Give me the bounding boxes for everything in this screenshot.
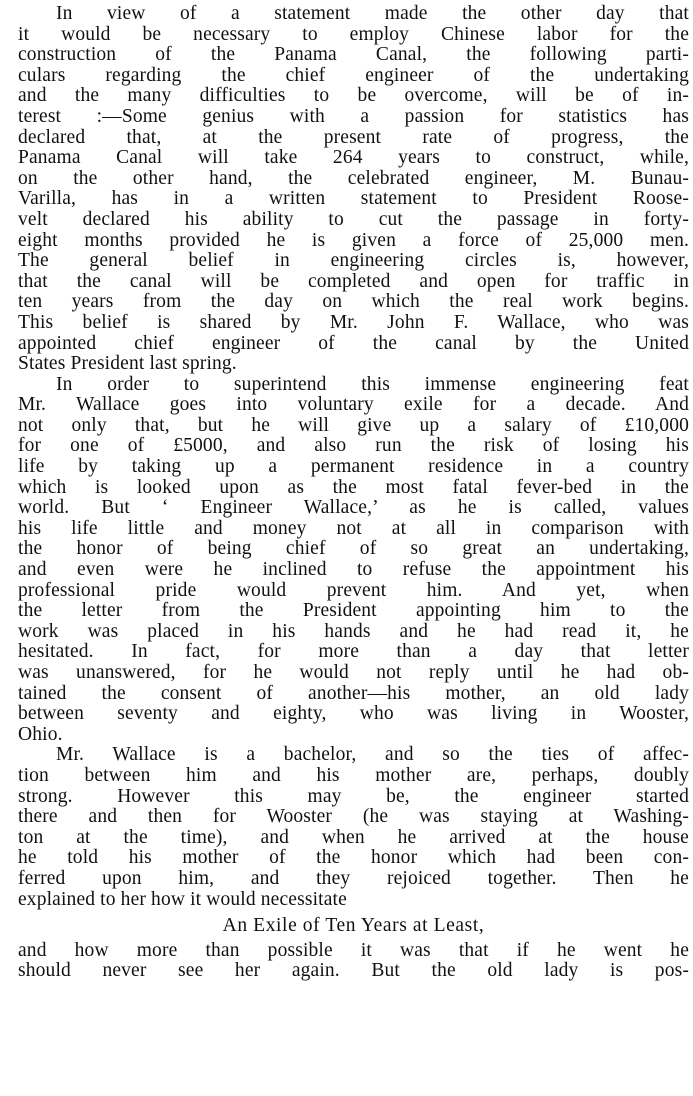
text-line: world. But ‘ Engineer Wallace,’ as he is called, values xyxy=(18,498,689,519)
text-line: eight months provided he is given a force of 25,000 men. xyxy=(18,230,689,251)
text-line: there and then for Wooster (he was staying at Washing- xyxy=(18,807,689,828)
text-line: was unanswered, for he would not reply until he had ob- xyxy=(18,663,689,683)
text-line: tained the consent of another—his mother, an old lady xyxy=(18,683,689,704)
text-line: life by taking up a permanent residence in a country xyxy=(18,457,689,478)
text-line: should never see her again. But the old lady is pos- xyxy=(18,961,689,982)
text-line: work was placed in his hands and he had read it, he xyxy=(18,621,689,642)
text-line: velt declared his ability to cut the passage in forty- xyxy=(18,209,689,230)
section-subheading: An Exile of Ten Years at Least, xyxy=(222,916,485,937)
text-line: not only that, but he will give up a salary of £10,000 xyxy=(18,415,689,436)
text-line: for one of £5000, and also run the risk of losing his xyxy=(18,436,689,457)
paragraph-1 xyxy=(18,4,689,375)
text-line: ferred upon him, and they rejoiced together. Then he xyxy=(18,868,689,889)
text-line: In view of a statement made the other day that xyxy=(56,4,689,24)
text-line: construction of the Panama Canal, the following parti- xyxy=(18,45,689,66)
text-line: Mr. Wallace is a bachelor, and so the ties of affec- xyxy=(56,745,689,766)
text-line: The general belief in engineering circles is, however, xyxy=(18,251,689,272)
text-line: his life little and money not at all in comparison with xyxy=(18,518,689,539)
text-line: States President last spring. xyxy=(18,354,237,375)
text-line: the honor of being chief of so great an undertaking, xyxy=(18,539,689,560)
text-line: he told his mother of the honor which had been con- xyxy=(18,848,689,869)
text-line: and even were he inclined to refuse the appointment his xyxy=(18,560,689,581)
paragraph-3 xyxy=(18,745,689,910)
text-line: Varilla, has in a written statement to President Roose- xyxy=(18,189,689,210)
text-line: culars regarding the chief engineer of the undertaking xyxy=(18,65,689,86)
text-line: it would be necessary to employ Chinese labor for the xyxy=(18,24,689,45)
text-line: In order to superintend this immense engineering feat xyxy=(56,374,689,395)
text-line: tion between him and his mother are, perhaps, doubly xyxy=(18,765,689,786)
text-line: ton at the time), and when he arrived at the house xyxy=(18,827,689,848)
text-line: Ohio. xyxy=(18,724,63,745)
paragraph-4 xyxy=(18,941,689,982)
text-line: Mr. Wallace goes into voluntary exile for a decade. And xyxy=(18,395,689,416)
text-line: which is looked upon as the most fatal fever-bed in the xyxy=(18,477,689,498)
text-line: hesitated. In fact, for more than a day that letter xyxy=(18,642,689,663)
text-line: and how more than possible it was that if he went he xyxy=(18,940,689,961)
text-line: explained to her how it would necessitate xyxy=(18,889,347,910)
text-line: This belief is shared by Mr. John F. Wallace, who was xyxy=(18,312,689,333)
text-line: declared that, at the present rate of progress, the xyxy=(18,127,689,148)
text-line: appointed chief engineer of the canal by the United xyxy=(18,333,689,354)
text-line: professional pride would prevent him. And yet, when xyxy=(18,580,689,601)
text-line: terest :—Some genius with a passion for statistics has xyxy=(18,106,689,127)
text-line: strong. However this may be, the engineer started xyxy=(18,786,689,807)
text-line: on the other hand, the celebrated engineer, M. Bunau- xyxy=(18,168,689,189)
text-line: between seventy and eighty, who was living in Wooster, xyxy=(18,704,689,725)
text-line: the letter from the President appointing him to the xyxy=(18,601,689,622)
text-line: that the canal will be completed and open for traffic in xyxy=(18,271,689,292)
text-line: and the many difficulties to be overcome, will be of in- xyxy=(18,86,689,107)
paragraph-2 xyxy=(18,375,689,746)
text-line: ten years from the day on which the real work begins. xyxy=(18,292,689,313)
text-line: Panama Canal will take 264 years to construct, while, xyxy=(18,148,689,169)
